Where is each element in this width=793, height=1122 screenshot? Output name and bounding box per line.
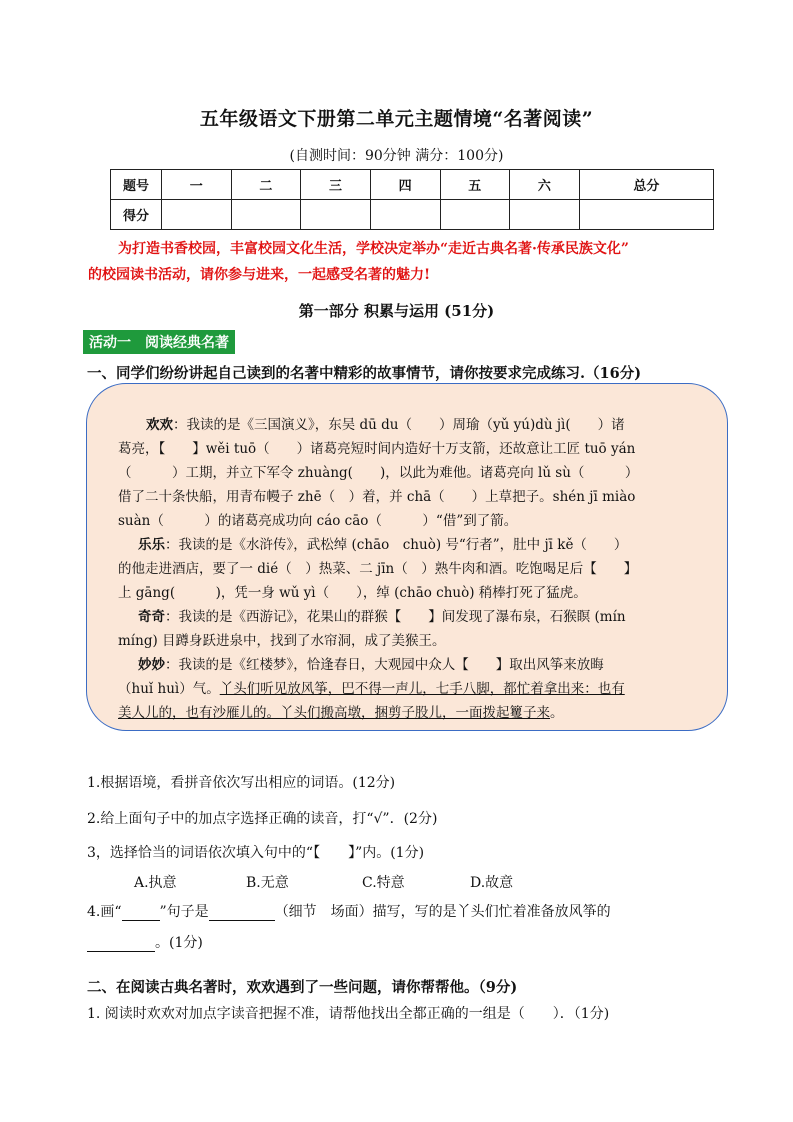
passage-line: 妙妙：我读的是《红楼梦》，恰逢春日，大观园中众人【 】取出风筝来放晦 bbox=[138, 657, 604, 673]
passage-line: 美人儿的，也有沙雁儿的。丫头们搬高墩，捆剪子股儿，一面拨起籰子来。 bbox=[118, 705, 564, 721]
speaker-name: 欢欢 bbox=[146, 417, 173, 433]
question-1-4-cont: 。(1分) bbox=[87, 932, 203, 952]
score-input-cell[interactable] bbox=[162, 200, 232, 230]
answer-blank[interactable] bbox=[87, 935, 155, 952]
part-title: 第一部分 积累与运用 (51分) bbox=[298, 302, 495, 320]
table-cell: 二 bbox=[231, 170, 301, 200]
passage-line: 的他走进酒店，要了一 dié（ ）热菜、二 jīn（ ）熟牛肉和酒。吃饱喝足后【 】 bbox=[118, 561, 638, 577]
score-input-cell[interactable] bbox=[231, 200, 301, 230]
passage-line: （huǐ huì）气。丫头们听见放风筝，巴不得一声儿，七手八脚，都忙着拿出来：也有 bbox=[118, 681, 625, 697]
score-table bbox=[110, 169, 714, 230]
table-cell: 得分 bbox=[111, 200, 162, 230]
table-row bbox=[111, 170, 714, 200]
table-cell: 四 bbox=[370, 170, 440, 200]
score-input-cell[interactable] bbox=[579, 200, 713, 230]
score-input-cell[interactable] bbox=[440, 200, 510, 230]
table-cell: 总分 bbox=[579, 170, 713, 200]
intro-text: 的校园读书活动，请你参与进来，一起感受名著的魅力! bbox=[88, 267, 431, 283]
speaker-name: 乐乐 bbox=[138, 537, 165, 553]
question-heading: 一、同学们纷纷讲起自己读到的名著中精彩的故事情节，请你按要求完成练习.（16分) bbox=[87, 365, 642, 382]
question-1-1: 1.根据语境，看拼音依次写出相应的词语。(12分) bbox=[87, 775, 396, 791]
question-1-4: 4.画“ ”句子是 （细节 场面）描写，写的是丫头们忙着准备放风筝的 bbox=[87, 904, 611, 920]
table-cell: 一 bbox=[162, 170, 232, 200]
answer-blank[interactable] bbox=[209, 904, 275, 921]
exam-info: (自测时间：90分钟 满分：100分) bbox=[289, 148, 504, 164]
table-cell: 题号 bbox=[111, 170, 162, 200]
answer-blank[interactable] bbox=[122, 904, 160, 921]
table-row bbox=[111, 200, 714, 230]
speaker-name: 奇奇 bbox=[138, 609, 165, 625]
table-cell: 五 bbox=[440, 170, 510, 200]
score-input-cell[interactable] bbox=[510, 200, 580, 230]
option-d[interactable]: D.故意 bbox=[470, 875, 514, 891]
passage-line: （ ）工期，并立下军令 zhuàng( )，以此为难他。诸葛亮向 lǔ sù（ ） bbox=[118, 465, 639, 481]
passage-line: 欢欢：我读的是《三国演义》，东吴 dū du（ ）周瑜（yǔ yú)dù jì( ）诸 bbox=[146, 417, 625, 433]
passage-line: míng) 目蹲身跃进泉中，找到了水帘洞，成了美猴王。 bbox=[118, 633, 446, 649]
intro-text: 为打造书香校园，丰富校园文化生活，学校决定举办“走近古典名著·传承民族文化” bbox=[118, 241, 629, 257]
option-c[interactable]: C.特意 bbox=[362, 875, 405, 891]
speaker-name: 妙妙 bbox=[138, 657, 165, 673]
question-1-3: 3，选择恰当的词语依次填入句中的“【 】”内。(1分) bbox=[87, 845, 425, 861]
question-2-1: 1. 阅读时欢欢对加点字读音把握不准，请帮他找出全都正确的一组是（ ）．（1分) bbox=[87, 1006, 610, 1022]
passage-line: 葛亮，【 】wěi tuō（ ）诸葛亮短时间内造好十万支箭，还故意让工匠 tuō yán bbox=[118, 441, 636, 457]
passage-line: 借了二十条快船，用青布幔子 zhē（ ）着，并 chā（ ）上草把子。shén jī miào bbox=[118, 489, 636, 505]
passage-line: suàn（ ）的诸葛亮成功向 cáo cāo（ ）“借”到了箭。 bbox=[118, 513, 518, 529]
underlined-sentence: 美人儿的，也有沙雁儿的。丫头们搬高墩，捆剪子股儿，一面拨起籰子来 bbox=[118, 705, 550, 721]
underlined-sentence: 丫头们听见放风筝，巴不得一声儿，七手八脚，都忙着拿出来：也有 bbox=[219, 681, 625, 697]
score-input-cell[interactable] bbox=[301, 200, 371, 230]
question-heading: 二、在阅读古典名著时，欢欢遇到了一些问题，请你帮帮他。（9分) bbox=[87, 979, 518, 996]
passage-line: 奇奇：我读的是《西游记》，花果山的群猴【 】间发现了瀑布泉，石猴瞑 (mín bbox=[138, 609, 626, 625]
table-cell: 三 bbox=[301, 170, 371, 200]
question-1-2: 2.给上面句子中的加点字选择正确的读音，打“√”．(2分) bbox=[87, 811, 438, 827]
passage-line: 上 gāng( )，凭一身 wǔ yì（ ），绰 (chāo chuò) 稍棒打死了猛虎。 bbox=[118, 585, 587, 601]
page-title: 五年级语文下册第二单元主题情境“名著阅读” bbox=[199, 108, 594, 130]
activity-label: 活动一 阅读经典名著 bbox=[83, 330, 235, 354]
option-a[interactable]: A.执意 bbox=[134, 875, 177, 891]
passage-line: 乐乐：我读的是《水浒传》，武松绰 (chāo chuò) 号“行者”，肚中 jī kě（ ） bbox=[138, 537, 628, 553]
table-cell: 六 bbox=[510, 170, 580, 200]
score-input-cell[interactable] bbox=[370, 200, 440, 230]
option-b[interactable]: B.无意 bbox=[246, 875, 289, 891]
